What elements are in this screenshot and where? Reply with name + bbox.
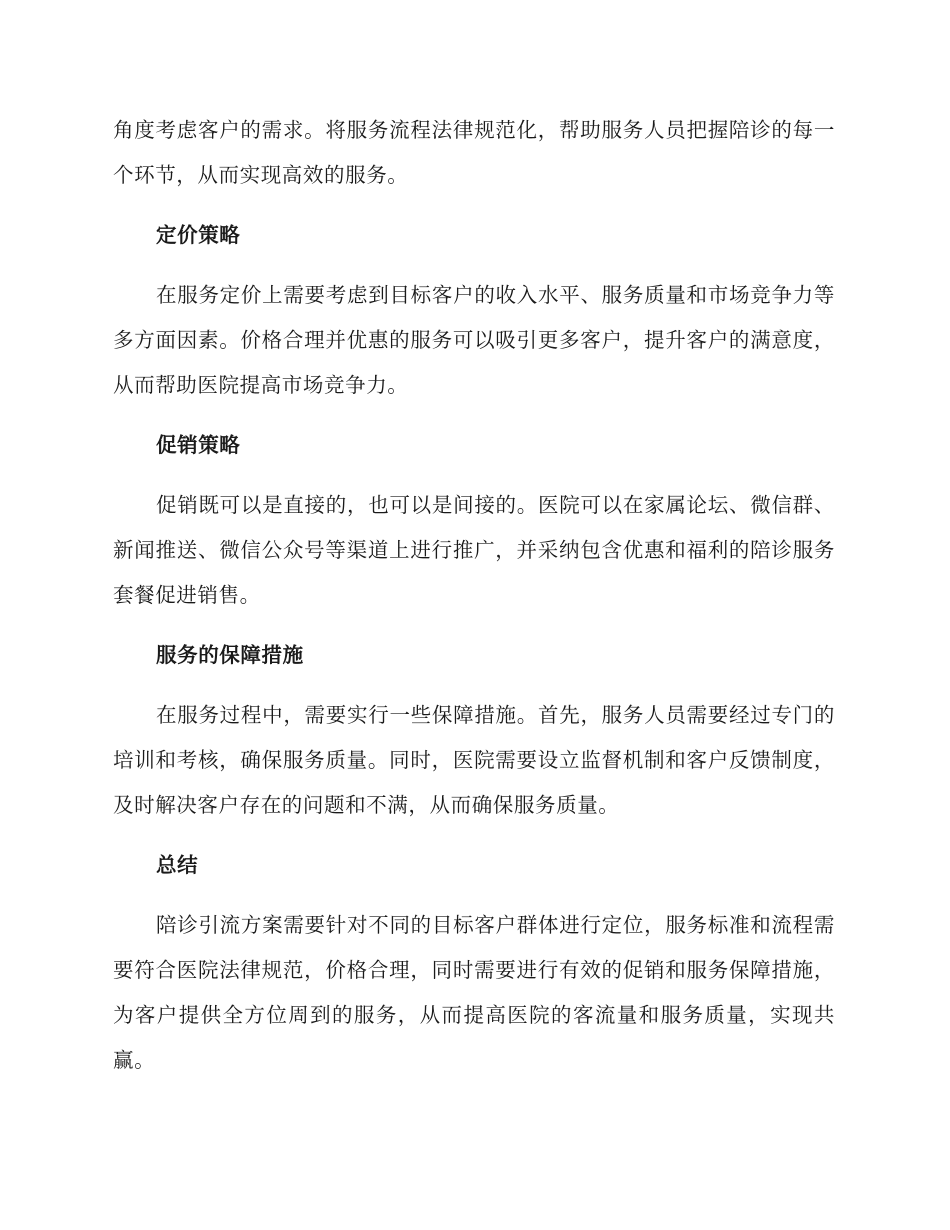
spacer: [113, 678, 835, 693]
section-body-pricing: 在服务定价上需要考虑到目标客户的收入水平、服务质量和市场竞争力等多方面因素。价格合理并优惠的服务可以吸引更多客户，提升客户的满意度，从而帮助医院提高市场竞争力。: [113, 283, 835, 397]
intro-paragraph: 角度考虑客户的需求。将服务流程法律规范化，帮助服务人员把握陪诊的每一个环节，从而实现高效的服务。: [113, 118, 835, 187]
spacer: [113, 198, 835, 213]
section-heading-guarantee: 服务的保障措施: [156, 643, 304, 667]
spacer: [113, 258, 835, 273]
section-heading-summary: 总结: [156, 853, 199, 877]
spacer: [113, 468, 835, 483]
spacer: [113, 408, 835, 423]
spacer: [113, 888, 835, 903]
document-page: [113, 108, 835, 1083]
section-body-summary: 陪诊引流方案需要针对不同的目标客户群体进行定位，服务标准和流程需要符合医院法律规范，价格合理，同时需要进行有效的促销和服务保障措施，为客户提供全方位周到的服务，从而提高医院的客流量和服务质量，实现共赢。: [113, 913, 835, 1072]
section-body-guarantee: 在服务过程中，需要实行一些保障措施。首先，服务人员需要经过专门的培训和考核，确保服务质量。同时，医院需要设立监督机制和客户反馈制度，及时解决客户存在的问题和不满，从而确保服务质量。: [113, 703, 835, 817]
spacer: [113, 618, 835, 633]
section-heading-pricing: 定价策略: [156, 223, 241, 247]
section-body-promotion: 促销既可以是直接的，也可以是间接的。医院可以在家属论坛、微信群、新闻推送、微信公众号等渠道上进行推广，并采纳包含优惠和福利的陪诊服务套餐促进销售。: [113, 493, 835, 607]
spacer: [113, 828, 835, 843]
section-heading-promotion: 促销策略: [156, 433, 241, 457]
